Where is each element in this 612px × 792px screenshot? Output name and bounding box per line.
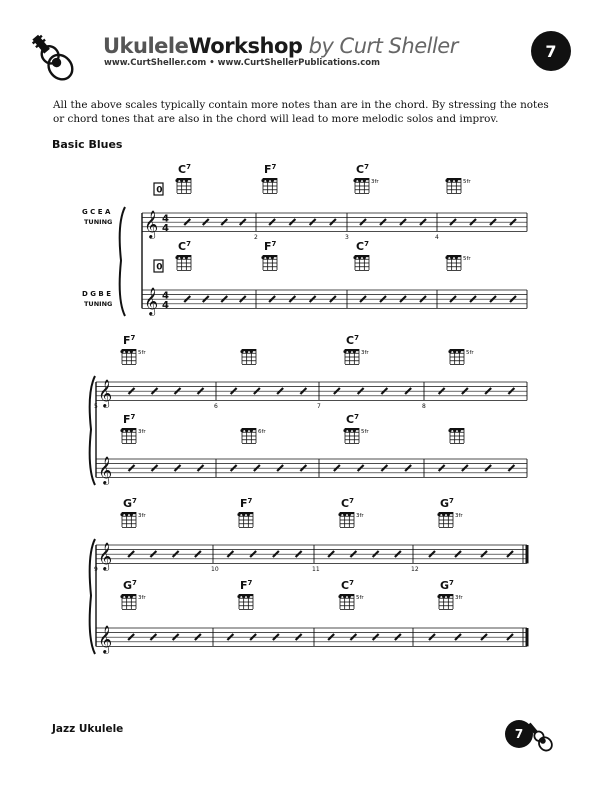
upper-chord-diagram bbox=[120, 497, 146, 528]
treble-clef-icon: 𝄞 bbox=[98, 456, 113, 484]
open-chord-box bbox=[154, 183, 163, 196]
fret-label: 5fr bbox=[361, 429, 369, 435]
fret-label: 3fr bbox=[455, 595, 463, 601]
fretboard-nut bbox=[340, 594, 354, 596]
finger-dot bbox=[261, 256, 264, 259]
lower-chord-diagram bbox=[343, 413, 369, 444]
finger-dot bbox=[353, 256, 356, 259]
upper-chord-diagram bbox=[338, 497, 364, 528]
upper-chord-diagram bbox=[175, 163, 191, 194]
treble-clef-icon: 𝄞 bbox=[98, 542, 113, 570]
lower-chord-diagram bbox=[353, 240, 369, 271]
fretboard-nut bbox=[242, 428, 256, 430]
fretboard-nut bbox=[177, 255, 191, 257]
open-chord-symbol: 0 bbox=[156, 185, 163, 196]
finger-dot bbox=[130, 429, 133, 432]
finger-dot bbox=[180, 256, 183, 259]
finger-dot bbox=[453, 429, 456, 432]
tuning-strings-gcea: G C E A bbox=[82, 208, 111, 216]
finger-dot bbox=[453, 350, 456, 353]
finger-dot bbox=[363, 256, 366, 259]
finger-dot bbox=[237, 513, 240, 516]
finger-dot bbox=[363, 179, 366, 182]
fretboard-nut bbox=[355, 178, 369, 180]
finger-dot bbox=[120, 429, 123, 432]
open-chord-symbol: 0 bbox=[156, 262, 163, 273]
finger-dot bbox=[266, 179, 269, 182]
finger-dot bbox=[175, 179, 178, 182]
fretboard-nut bbox=[439, 594, 453, 596]
chord-name: $C^7$ bbox=[356, 240, 369, 253]
finger-dot bbox=[338, 513, 341, 516]
measure-number: 10 bbox=[211, 566, 219, 573]
finger-dot bbox=[125, 350, 128, 353]
tuning-strings-dgbe: D G B E bbox=[82, 290, 111, 298]
upper-chord-diagram bbox=[237, 497, 253, 528]
finger-dot bbox=[455, 256, 458, 259]
upper-chord-diagram bbox=[448, 349, 474, 365]
finger-dot bbox=[130, 595, 133, 598]
time-signature-bottom: 4 bbox=[162, 222, 169, 234]
finger-dot bbox=[175, 256, 178, 259]
finger-dot bbox=[343, 429, 346, 432]
footer-title: Jazz Ukulele bbox=[52, 723, 124, 735]
measure-number: 8 bbox=[422, 403, 426, 410]
finger-dot bbox=[250, 429, 253, 432]
finger-dot bbox=[353, 429, 356, 432]
upper-chord-diagram bbox=[261, 163, 277, 194]
finger-dot bbox=[445, 256, 448, 259]
lower-chord-diagram bbox=[448, 428, 464, 444]
fret-label: 5fr bbox=[463, 179, 471, 185]
measure-number: 9 bbox=[94, 566, 98, 573]
finger-dot bbox=[180, 179, 183, 182]
fret-label: 5fr bbox=[356, 595, 364, 601]
upper-chord-diagram bbox=[343, 334, 369, 365]
finger-dot bbox=[348, 595, 351, 598]
chord-name: $F^7$ bbox=[264, 163, 277, 176]
finger-dot bbox=[271, 179, 274, 182]
tuning-label: TUNING bbox=[84, 300, 113, 308]
page-number-badge: 7 bbox=[531, 31, 571, 71]
fret-label: 3fr bbox=[361, 350, 369, 356]
finger-dot bbox=[448, 429, 451, 432]
finger-dot bbox=[271, 256, 274, 259]
footer-page-badge: 7 bbox=[505, 720, 533, 748]
fret-label: 3fr bbox=[371, 179, 379, 185]
system-brace bbox=[120, 207, 125, 316]
finger-dot bbox=[353, 179, 356, 182]
chord-name: $G^7$ bbox=[440, 497, 454, 510]
finger-dot bbox=[240, 429, 243, 432]
fretboard-nut bbox=[239, 594, 253, 596]
treble-clef-icon: 𝄞 bbox=[98, 379, 113, 407]
chord-name: $C^7$ bbox=[341, 497, 354, 510]
lower-staff bbox=[96, 625, 527, 654]
chord-name: $F^7$ bbox=[240, 497, 253, 510]
fretboard-nut bbox=[345, 428, 359, 430]
fret-label: 3fr bbox=[356, 513, 364, 519]
finger-dot bbox=[125, 429, 128, 432]
chord-name: $C^7$ bbox=[356, 163, 369, 176]
lower-chord-diagram bbox=[120, 413, 146, 444]
chord-name: $C^7$ bbox=[346, 334, 359, 347]
fret-label: 6fr bbox=[258, 429, 266, 435]
upper-chord-diagram bbox=[120, 334, 146, 365]
lower-staff bbox=[142, 287, 527, 316]
lower-chord-diagram bbox=[338, 579, 364, 610]
fret-label: 3fr bbox=[455, 513, 463, 519]
fretboard-nut bbox=[345, 349, 359, 351]
system-brace bbox=[90, 376, 95, 485]
fretboard-nut bbox=[263, 255, 277, 257]
fretboard-nut bbox=[122, 428, 136, 430]
lower-chord-diagram bbox=[445, 255, 471, 271]
brand-title: UkuleleWorkshop by Curt Sheller bbox=[103, 34, 458, 58]
chord-name: $C^7$ bbox=[346, 413, 359, 426]
chord-name: $F^7$ bbox=[123, 334, 136, 347]
fretboard-nut bbox=[122, 512, 136, 514]
finger-dot bbox=[242, 513, 245, 516]
system-brace bbox=[90, 539, 95, 654]
treble-clef-icon: 𝄞 bbox=[144, 287, 159, 315]
treble-clef-icon: 𝄞 bbox=[98, 625, 113, 653]
finger-dot bbox=[458, 350, 461, 353]
upper-chord-diagram bbox=[437, 497, 463, 528]
lower-chord-diagram bbox=[175, 240, 191, 271]
fretboard-nut bbox=[439, 512, 453, 514]
finger-dot bbox=[358, 256, 361, 259]
upper-staff bbox=[96, 379, 527, 408]
finger-dot bbox=[120, 595, 123, 598]
finger-dot bbox=[348, 429, 351, 432]
finger-dot bbox=[245, 429, 248, 432]
finger-dot bbox=[125, 513, 128, 516]
finger-dot bbox=[250, 350, 253, 353]
finger-dot bbox=[130, 350, 133, 353]
finger-dot bbox=[353, 350, 356, 353]
fretboard-nut bbox=[122, 594, 136, 596]
header-urls: www.CurtSheller.com • www.CurtShellerPublications.com bbox=[104, 58, 380, 68]
finger-dot bbox=[185, 256, 188, 259]
chord-name: $C^7$ bbox=[341, 579, 354, 592]
time-signature-top: 4 bbox=[162, 290, 169, 302]
tuning-label: TUNING bbox=[84, 218, 113, 226]
finger-dot bbox=[445, 179, 448, 182]
fret-label: 3fr bbox=[138, 595, 146, 601]
finger-dot bbox=[266, 256, 269, 259]
measure-number: 3 bbox=[345, 234, 349, 241]
measure-number: 11 bbox=[312, 566, 320, 573]
finger-dot bbox=[247, 513, 250, 516]
chord-name: $G^7$ bbox=[123, 579, 137, 592]
finger-dot bbox=[338, 595, 341, 598]
lower-chord-diagram bbox=[240, 428, 266, 444]
lower-chord-diagram bbox=[437, 579, 463, 610]
upper-chord-diagram bbox=[240, 349, 256, 365]
chord-name: $F^7$ bbox=[264, 240, 277, 253]
finger-dot bbox=[450, 256, 453, 259]
finger-dot bbox=[245, 350, 248, 353]
finger-dot bbox=[240, 350, 243, 353]
measure-number: 5 bbox=[94, 403, 98, 410]
fret-label: 5fr bbox=[463, 256, 471, 262]
finger-dot bbox=[120, 350, 123, 353]
finger-dot bbox=[450, 179, 453, 182]
intro-paragraph: All the above scales typically contain more notes than are in the chord. By stressing the notes or chord tones that are also in the chord will lead to more melodic solos and improv. bbox=[53, 99, 549, 125]
finger-dot bbox=[247, 595, 250, 598]
chord-name: $C^7$ bbox=[178, 240, 191, 253]
lower-staff bbox=[96, 456, 527, 485]
finger-dot bbox=[125, 595, 128, 598]
chord-name: $C^7$ bbox=[178, 163, 191, 176]
fretboard-nut bbox=[447, 255, 461, 257]
finger-dot bbox=[448, 350, 451, 353]
time-signature-bottom: 4 bbox=[162, 299, 169, 311]
finger-dot bbox=[120, 513, 123, 516]
chord-name: $F^7$ bbox=[240, 579, 253, 592]
fretboard-nut bbox=[447, 178, 461, 180]
finger-dot bbox=[447, 513, 450, 516]
finger-dot bbox=[261, 179, 264, 182]
fret-label: 3fr bbox=[138, 429, 146, 435]
fretboard-nut bbox=[355, 255, 369, 257]
finger-dot bbox=[442, 513, 445, 516]
treble-clef-icon: 𝄞 bbox=[144, 210, 159, 238]
fret-label: 5fr bbox=[138, 350, 146, 356]
chord-name: $G^7$ bbox=[123, 497, 137, 510]
finger-dot bbox=[437, 595, 440, 598]
open-chord-box bbox=[154, 260, 163, 273]
upper-staff bbox=[142, 210, 527, 239]
finger-dot bbox=[348, 513, 351, 516]
upper-chord-diagram bbox=[445, 178, 471, 194]
fretboard-nut bbox=[450, 349, 464, 351]
chord-name: $F^7$ bbox=[123, 413, 136, 426]
finger-dot bbox=[343, 595, 346, 598]
measure-number: 2 bbox=[254, 234, 258, 241]
finger-dot bbox=[447, 595, 450, 598]
finger-dot bbox=[185, 179, 188, 182]
finger-dot bbox=[343, 513, 346, 516]
measure-number: 6 bbox=[214, 403, 218, 410]
footer-ukulele-icon bbox=[524, 716, 564, 756]
upper-chord-diagram bbox=[353, 163, 379, 194]
fretboard-nut bbox=[177, 178, 191, 180]
lower-chord-diagram bbox=[120, 579, 146, 610]
finger-dot bbox=[437, 513, 440, 516]
lower-chord-diagram bbox=[261, 240, 277, 271]
fretboard-nut bbox=[122, 349, 136, 351]
finger-dot bbox=[458, 429, 461, 432]
finger-dot bbox=[237, 595, 240, 598]
measure-number: 7 bbox=[317, 403, 321, 410]
lower-chord-diagram bbox=[237, 579, 253, 610]
measure-number: 12 bbox=[411, 566, 419, 573]
fretboard-nut bbox=[450, 428, 464, 430]
finger-dot bbox=[442, 595, 445, 598]
finger-dot bbox=[348, 350, 351, 353]
fretboard-nut bbox=[242, 349, 256, 351]
measure-number: 4 bbox=[435, 234, 439, 241]
finger-dot bbox=[343, 350, 346, 353]
finger-dot bbox=[455, 179, 458, 182]
finger-dot bbox=[130, 513, 133, 516]
section-title: Basic Blues bbox=[52, 138, 123, 151]
finger-dot bbox=[358, 179, 361, 182]
fretboard-nut bbox=[340, 512, 354, 514]
fret-label: 3fr bbox=[138, 513, 146, 519]
finger-dot bbox=[242, 595, 245, 598]
fret-label: 5fr bbox=[466, 350, 474, 356]
fretboard-nut bbox=[239, 512, 253, 514]
time-signature-top: 4 bbox=[162, 213, 169, 225]
chord-name: $G^7$ bbox=[440, 579, 454, 592]
fretboard-nut bbox=[263, 178, 277, 180]
